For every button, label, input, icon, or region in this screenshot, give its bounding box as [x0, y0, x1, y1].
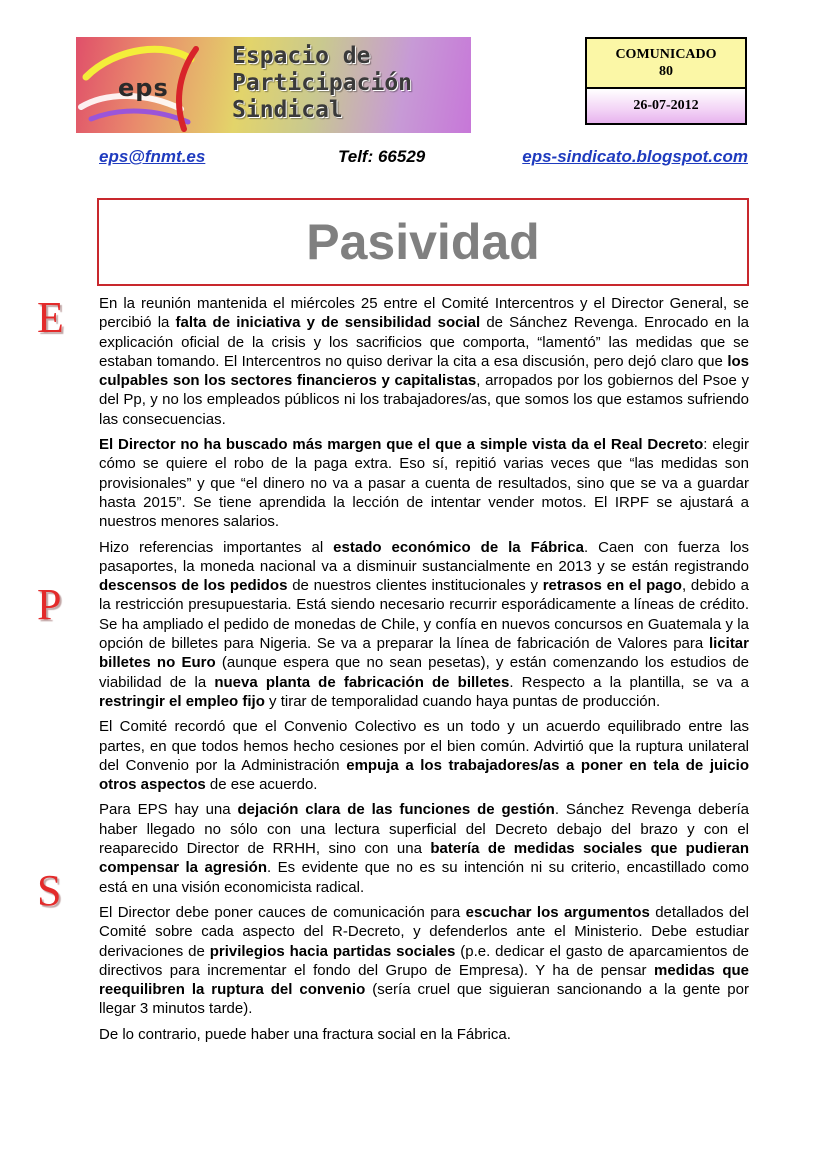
text-run: El Director debe poner cauces de comunicación para [99, 903, 466, 921]
bold-text: privilegios hacia partidas sociales [209, 942, 456, 960]
text-run: , arropados por los gobiernos del Psoe y del Pp, y no los empleados públicos ni los trabajadores/as, que somos los que estamos sufriendo las consecuencias. [99, 372, 749, 428]
banner-title [232, 43, 412, 124]
blog-link[interactable]: eps-sindicato.blogspot.com [522, 147, 748, 166]
text-run: (aunque espera que no sean pesetas), y están comenzando los estudios de viabilidad de la [99, 654, 749, 691]
side-letter-s: S [37, 866, 62, 915]
bold-text: estado económico de la Fábrica [333, 538, 584, 556]
text-run: Hizo referencias importantes al [99, 538, 334, 556]
text-run: De lo contrario, puede haber una fractura social en la Fábrica. [99, 1025, 511, 1043]
contact-phone: Telf: 66529 [338, 147, 426, 166]
paragraph [99, 538, 749, 712]
text-run: . Caen con fuerza los pasaportes, la moneda nacional va a disminuir sustancialmente en 2013 y se están registrando [99, 538, 749, 575]
paragraph [99, 903, 749, 1019]
bold-text: retrasos en el pago [542, 577, 682, 595]
text-run: de nuestros clientes institucionales y [287, 577, 543, 595]
email-link[interactable]: eps@fnmt.es [99, 147, 206, 166]
bold-text: descensos de los pedidos [99, 577, 288, 595]
text-run: El Comité recordó que el Convenio Colectivo es un todo y un acuerdo equilibrado entre las partes, en que todos hemos hecho cesiones por el bien común. Advirtió que la ruptura unilateral del Convenio por la Administración [99, 718, 749, 774]
page-title: Pasividad [306, 214, 540, 270]
eps-banner-logo [76, 37, 471, 133]
text-run: : elegir cómo se quiere el robo de la paga extra. Eso sí, repitió varias veces que “las medidas son provisionales” y que “el dinero no va a pasar a cuenta de resultados, sino que se va a guardar hasta 2015”. Se tiene aprendida la lección de intentar vender motos. El IRPF se ajustará a nuestros menores salarios. [99, 436, 749, 531]
contact-blog [522, 147, 748, 167]
banner-title-line: Participación [232, 70, 413, 96]
text-run: En la reunión mantenida el miércoles 25 entre el Comité Intercentros y el Director General, se percibió la [99, 295, 749, 332]
bold-text: licitar billetes no Euro [99, 635, 749, 672]
communique-label: COMUNICADO [615, 47, 717, 62]
text-run: (sería cruel que siguieran sancionando a la gente por llegar 3 minutos tarde). [99, 981, 749, 1018]
text-run: y tirar de temporalidad cuando haya puntas de producción. [264, 692, 661, 710]
bold-text: empuja a los trabajadores/as a poner en tela de juicio otros aspectos [99, 756, 749, 794]
communique-number: 80 [659, 64, 673, 79]
communique-header [587, 39, 745, 89]
title-box [97, 198, 749, 286]
text-run: detallados del Comité sobre cada aspecto del R-Decreto, y defenderlos ante el Ministerio. Debe estudiar derivaciones de [99, 903, 749, 960]
bold-text: nueva planta de fabricación de billetes [214, 673, 510, 691]
paragraph [99, 717, 749, 794]
paragraph [99, 435, 749, 531]
text-run: . Sánchez Revenga debería haber llegado no sólo con una lectura superficial del Decreto debajo del brazo y con el reaparecido Director de RRHH, sino con una [99, 801, 749, 858]
bold-text: falta de iniciativa y de sensibilidad social [175, 314, 481, 332]
communique-box [585, 37, 747, 125]
text-run: de ese acuerdo. [205, 776, 318, 794]
text-run: . Es evidente que no es su intención ni su criterio, encastillado como está en una visión economicista radical. [99, 859, 749, 896]
contact-email [99, 147, 205, 167]
bold-text: dejación clara de las funciones de gestión [237, 801, 555, 819]
bold-text: restringir el empleo fijo [99, 692, 265, 710]
text-run: (p.e. dedicar el gasto de aparcamientos de directivos para incrementar el fondo del Grupo de Empresa). Y ha de pensar [99, 942, 749, 979]
text-run: , debido a la restricción presupuestaria. Está siendo necesario recurrir esporádicamente a líneas de crédito. Se ha ampliado el pedido de monedas de Chile, y confía en nuevos concursos en Guatemala y la opción de billetes para Nigeria. Se va a preparar la línea de fabricación de Valores para [99, 577, 749, 653]
paragraph [99, 1025, 749, 1044]
bold-text: los culpables son los sectores financieros y capitalistas [99, 352, 749, 390]
text-run: de Sánchez Revenga. Enrocado en la explicación oficial de la crisis y los sacrificios que comporta, “lamentó” las medidas que se estaban tomando. El Intercentros no quiso derivar la cita a esa discusión, pero dejó claro que [99, 314, 749, 370]
article-body [99, 294, 749, 1050]
side-letter-e: E [37, 293, 64, 342]
bold-text: batería de medidas sociales que pudieran compensar la agresión [99, 840, 750, 877]
bold-text: medidas que reequilibren la ruptura del convenio [99, 961, 749, 999]
paragraph [99, 294, 749, 429]
banner-title-line: Espacio de [232, 43, 371, 69]
text-run: . Respecto a la plantilla, se va a [509, 673, 749, 691]
eps-logo-text: eps [118, 74, 169, 102]
banner-title-line: Sindical [232, 97, 343, 123]
bold-text: El Director no ha buscado más margen que el que a simple vista da el Real Decreto [99, 436, 704, 454]
communique-date: 26-07-2012 [587, 89, 745, 123]
text-run: Para EPS hay una [99, 801, 238, 819]
paragraph [99, 800, 749, 896]
side-letter-p: P [37, 580, 62, 629]
bold-text: escuchar los argumentos [465, 903, 650, 921]
